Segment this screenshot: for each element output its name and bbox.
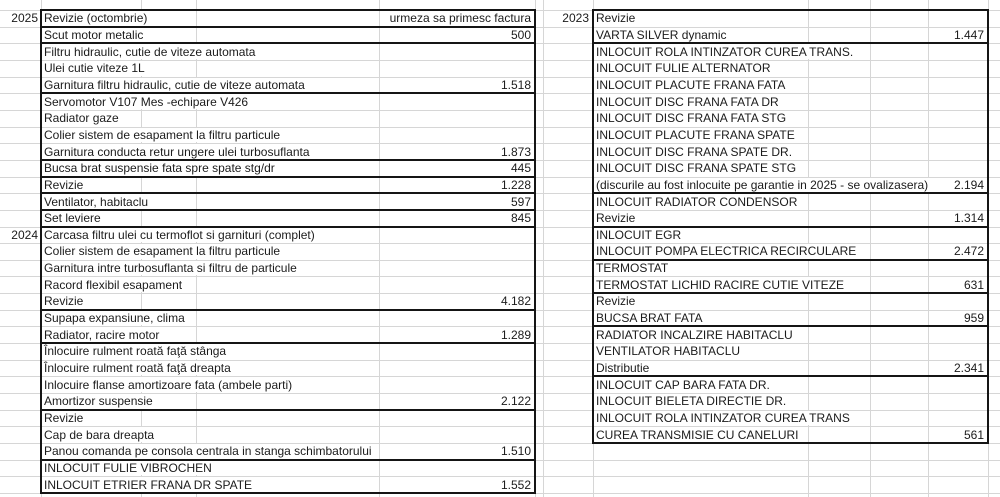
item-value-cell[interactable]: 959 [960,311,988,326]
item-label-cell[interactable]: INLOCUIT FULIE VIBROCHEN [42,461,218,476]
item-value-cell[interactable]: 1.314 [950,211,988,226]
item-label-cell[interactable]: INLOCUIT FULIE ALTERNATOR [594,61,776,76]
group-border [40,226,536,309]
item-label-cell[interactable]: Revizie [594,211,641,226]
item-label-cell[interactable]: INLOCUIT DISC FRANA SPATE DR. [594,144,798,159]
item-label-cell[interactable]: VARTA SILVER dynamic [594,28,733,43]
item-label-cell[interactable]: Servomotor V107 Mes -echipare V426 [42,94,254,109]
group-border [592,325,989,375]
group-border [592,9,989,42]
item-value-cell[interactable]: urmeza sa primesc factura [386,11,535,26]
group-border [592,226,989,259]
item-value-cell[interactable]: 845 [507,211,535,226]
item-label-cell[interactable]: Colier sistem de esapament la filtru particule [42,244,286,259]
item-label-cell[interactable]: Racord flexibil esapament [42,277,188,292]
item-label-cell[interactable]: VENTILATOR HABITACLU [594,344,746,359]
group-border [592,192,989,225]
item-value-cell[interactable]: 1.228 [497,178,535,193]
item-label-cell[interactable]: Înlocuire rulment roată faţă dreapta [42,361,237,376]
group-border [40,209,536,226]
item-label-cell[interactable]: INLOCUIT DISC FRANA FATA STG [594,111,792,126]
item-label-cell[interactable]: TERMOSTAT LICHID RACIRE CUTIE VITEZE [594,277,850,292]
item-label-cell[interactable]: INLOCUIT DISC FRANA SPATE STG [594,161,802,176]
item-label-cell[interactable]: Ulei cutie viteze 1L [42,61,151,76]
group-border [40,309,536,342]
item-value-cell[interactable]: 2.472 [950,244,988,259]
group-border [40,459,536,494]
item-label-cell[interactable]: Radiator, racire motor [42,327,165,342]
item-label-cell[interactable]: Revizie [594,11,641,26]
item-value-cell[interactable]: 500 [507,28,535,43]
item-label-cell[interactable]: BUCSA BRAT FATA [594,311,708,326]
item-value-cell[interactable]: 2.194 [950,178,988,193]
item-label-cell[interactable]: Panou comanda pe consola centrala in stanga schimbatorului [42,444,378,459]
item-label-cell[interactable]: (discurile au fost inlocuite pe garantie in 2025 - se ovalizasera) [594,178,934,193]
group-border [40,192,536,209]
item-label-cell[interactable]: Ventilator, habitaclu [42,194,154,209]
item-label-cell[interactable]: Garnitura conducta retur ungere ulei turbosuflanta [42,144,316,159]
item-label-cell[interactable]: Revizie [42,178,89,193]
item-value-cell[interactable]: 1.447 [950,28,988,43]
item-label-cell[interactable]: Supapa expansiune, clima [42,311,191,326]
item-label-cell[interactable]: Carcasa filtru ulei cu termoflot si garnituri (complet) [42,228,321,243]
year-cell[interactable]: 2023 [562,11,589,26]
item-value-cell[interactable]: 561 [960,427,988,442]
item-label-cell[interactable]: RADIATOR INCALZIRE HABITACLU [594,327,799,342]
item-label-cell[interactable]: TERMOSTAT [594,261,674,276]
group-border [40,409,536,459]
group-border [40,26,536,43]
item-value-cell[interactable]: 2.122 [497,394,535,409]
item-label-cell[interactable]: INLOCUIT RADIATOR CONDENSOR [594,194,803,209]
item-label-cell[interactable]: INLOCUIT ROLA INTINZATOR CUREA TRANS. [594,44,859,59]
group-border [40,92,536,159]
item-label-cell[interactable]: INLOCUIT POMPA ELECTRICA RECIRCULARE [594,244,862,259]
item-label-cell[interactable]: Colier sistem de esapament la filtru particule [42,128,286,143]
item-value-cell[interactable]: 631 [960,277,988,292]
item-label-cell[interactable]: Revizie [42,411,89,426]
group-border [592,375,989,444]
item-label-cell[interactable]: Scut motor metalic [42,28,149,43]
group-border [40,9,536,26]
item-label-cell[interactable]: Garnitura filtru hidraulic, cutie de viteze automata [42,78,311,93]
item-label-cell[interactable]: Garnitura intre turbosuflanta si filtru de particule [42,261,303,276]
item-label-cell[interactable]: INLOCUIT ETRIER FRANA DR SPATE [42,477,258,492]
item-label-cell[interactable]: Revizie (octombrie) [42,11,153,26]
item-label-cell[interactable]: Set leviere [42,211,107,226]
item-value-cell[interactable]: 2.341 [950,361,988,376]
item-value-cell[interactable]: 1.518 [497,78,535,93]
item-value-cell[interactable]: 597 [507,194,535,209]
group-border [40,42,536,92]
item-label-cell[interactable]: INLOCUIT EGR [594,228,687,243]
group-border [592,259,989,292]
group-border [40,176,536,193]
group-border [592,292,989,325]
item-value-cell[interactable]: 1.510 [497,444,535,459]
year-cell[interactable]: 2024 [11,227,38,242]
item-label-cell[interactable]: Amortizor suspensie [42,394,159,409]
year-cell[interactable]: 2025 [11,11,38,26]
item-label-cell[interactable]: INLOCUIT DISC FRANA FATA DR [594,94,785,109]
item-label-cell[interactable]: INLOCUIT BIELETA DIRECTIE DR. [594,394,792,409]
item-label-cell[interactable]: CUREA TRANSMISIE CU CANELURI [594,427,804,442]
item-value-cell[interactable]: 4.182 [497,294,535,309]
group-border [40,159,536,176]
group-border [592,42,989,192]
item-label-cell[interactable]: INLOCUIT PLACUTE FRANA FATA [594,78,791,93]
item-label-cell[interactable]: Filtru hidraulic, cutie de viteze automata [42,44,261,59]
item-label-cell[interactable]: Revizie [594,294,641,309]
item-label-cell[interactable]: Înlocuire rulment roată faţă stânga [42,344,232,359]
item-value-cell[interactable]: 1.552 [497,477,535,492]
item-label-cell[interactable]: INLOCUIT ROLA INTINZATOR CUREA TRANS [594,411,856,426]
item-value-cell[interactable]: 445 [507,161,535,176]
item-label-cell[interactable]: Inlocuire flanse amortizoare fata (ambele parti) [42,377,298,392]
item-label-cell[interactable]: INLOCUIT CAP BARA FATA DR. [594,377,776,392]
item-value-cell[interactable]: 1.289 [497,327,535,342]
item-label-cell[interactable]: INLOCUIT PLACUTE FRANA SPATE [594,128,801,143]
group-border [40,342,536,409]
item-value-cell[interactable]: 1.873 [497,144,535,159]
item-label-cell[interactable]: Cap de bara dreapta [42,427,160,442]
item-label-cell[interactable]: Radiator gaze [42,111,125,126]
item-label-cell[interactable]: Distributie [594,361,655,376]
item-label-cell[interactable]: Revizie [42,294,89,309]
item-label-cell[interactable]: Bucsa brat suspensie fata spre spate stg/dr [42,161,281,176]
